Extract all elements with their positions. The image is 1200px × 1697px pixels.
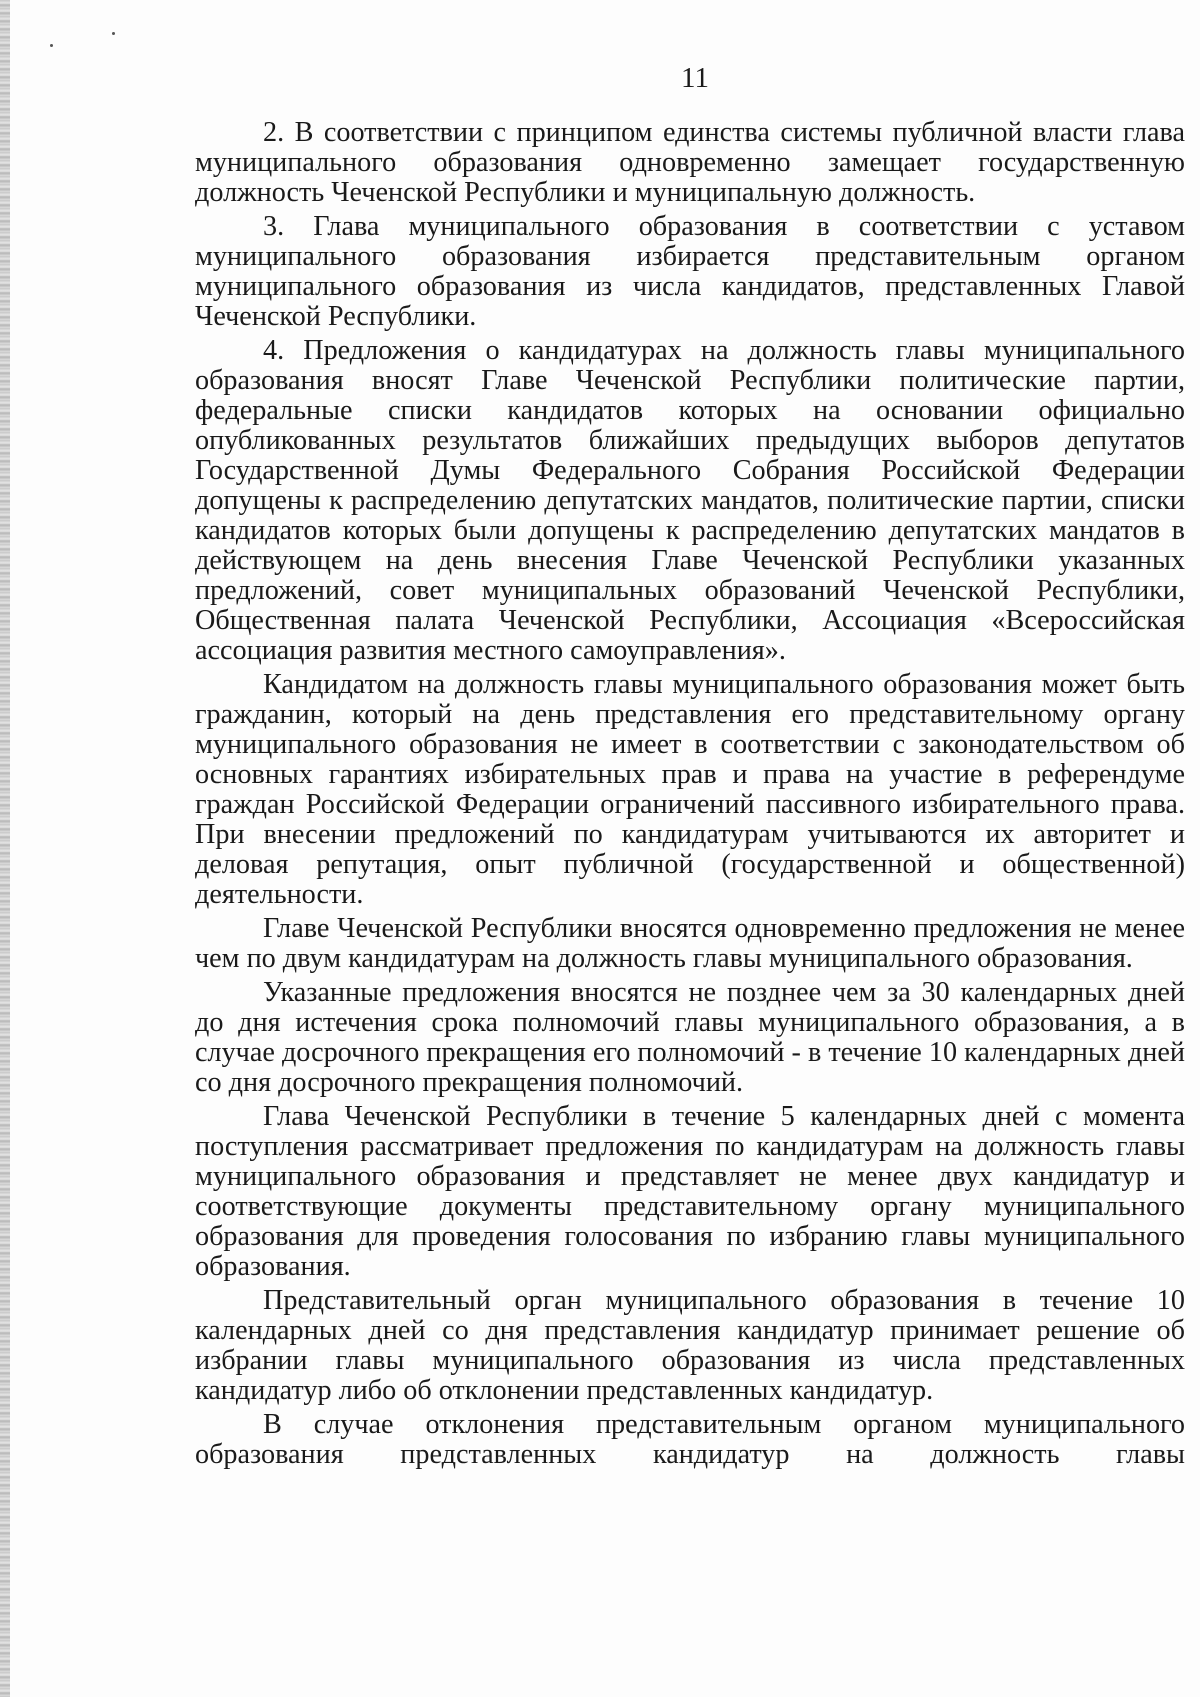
scan-speck — [50, 44, 53, 47]
page-number: 11 — [681, 62, 709, 94]
paragraph: Глава Чеченской Республики в течение 5 календарных дней с момента поступления рассматривает предложения по кандидатурам на должность главы муниципального образования и представляет не менее двух кандидатур и соответствующие документы представительному органу муниципального образования для проведения голосования по избранию главы муниципального образования. — [195, 1101, 1185, 1282]
scan-speck — [112, 32, 115, 35]
document-body — [195, 118, 1185, 1474]
paragraph: 4. Предложения о кандидатурах на должность главы муниципального образования вносят Главе Чеченской Республики политические партии, федеральные списки кандидатов которых на основании официально опубликованных результатов ближайших предыдущих выборов депутатов Государственной Думы Федерального Собрания Российской Федерации допущены к распределению депутатских мандатов, политические партии, списки кандидатов которых были допущены к распределению депутатских мандатов в действующем на день внесения Главе Чеченской Республики указанных предложений, совет муниципальных образований Чеченской Республики, Общественная палата Чеченской Республики, Ассоциация «Всероссийская ассоциация развития местного самоуправления». — [195, 335, 1185, 666]
paragraph: 2. В соответствии с принципом единства системы публичной власти глава муниципального образования одновременно замещает государственную должность Чеченской Республики и муниципальную должность. — [195, 117, 1185, 208]
paragraph: Главе Чеченской Республики вносятся одновременно предложения не менее чем по двум кандидатурам на должность главы муниципального образования. — [195, 913, 1185, 974]
paragraph: 3. Глава муниципального образования в соответствии с уставом муниципального образования избирается представительным органом муниципального образования из числа кандидатов, представленных Главой Чеченской Республики. — [195, 211, 1185, 332]
scan-edge-shading — [0, 0, 10, 1697]
paragraph: Указанные предложения вносятся не позднее чем за 30 календарных дней до дня истечения срока полномочий главы муниципального образования, а в случае досрочного прекращения его полномочий - в течение 10 календарных дней со дня досрочного прекращения полномочий. — [195, 977, 1185, 1098]
paragraph: Кандидатом на должность главы муниципального образования может быть гражданин, который на день представления его представительному органу муниципального образования не имеет в соответствии с законодательством об основных гарантиях избирательных прав и права на участие в референдуме граждан Российской Федерации ограничений пассивного избирательного права. При внесении предложений по кандидатурам учитываются их авторитет и деловая репутация, опыт публичной (государственной и общественной) деятельности. — [195, 669, 1185, 910]
paragraph: Представительный орган муниципального образования в течение 10 календарных дней со дня представления кандидатур принимает решение об избрании главы муниципального образования из числа представленных кандидатур либо об отклонении представленных кандидатур. — [195, 1285, 1185, 1406]
paragraph: В случае отклонения представительным органом муниципального образования представленных кандидатур на должность главы — [195, 1409, 1185, 1470]
